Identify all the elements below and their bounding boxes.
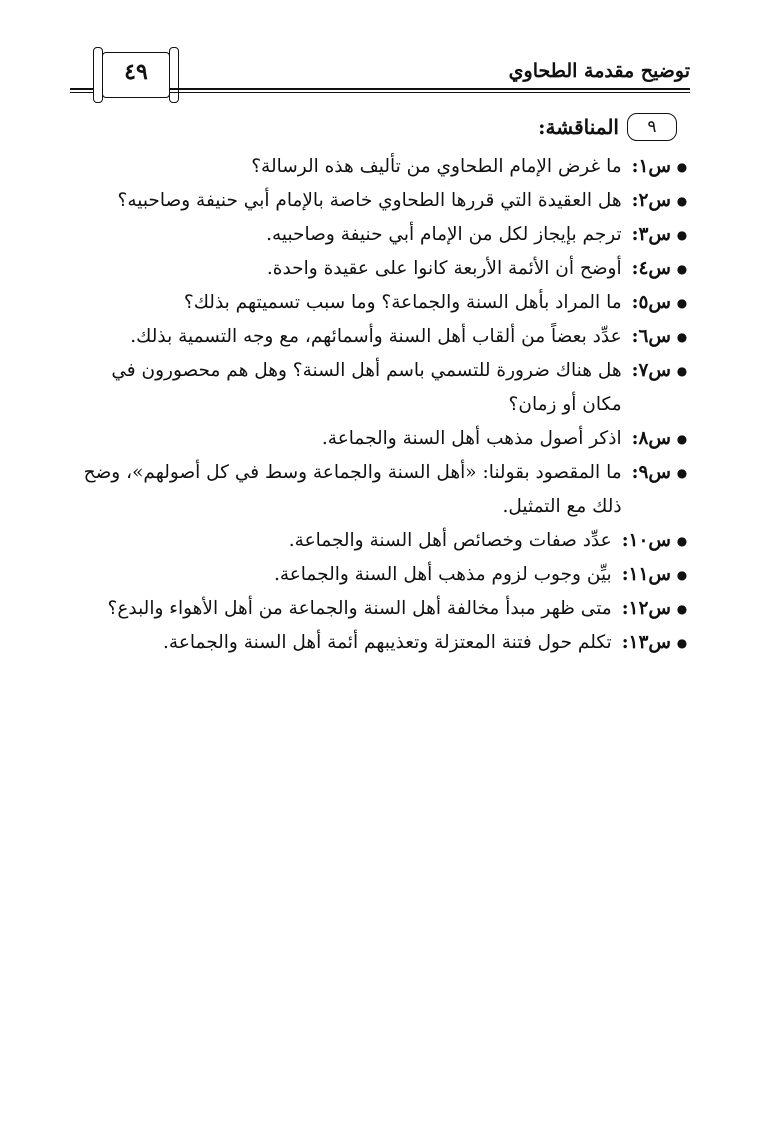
question-label: س٨: — [631, 428, 671, 449]
question-item — [71, 456, 691, 524]
page-number: ٤٩ — [124, 59, 148, 85]
question-text: عدِّد بعضاً من ألقاب أهل السنة وأسمائهم، مع وجه التسمية بذلك. — [130, 326, 622, 347]
bullet-icon: ● — [676, 160, 688, 174]
question-item — [71, 354, 691, 422]
question-label: س٧: — [631, 360, 671, 381]
bullet-icon: ● — [676, 194, 688, 208]
bullet-icon: ● — [676, 296, 688, 310]
question-label: س٣: — [631, 224, 671, 245]
question-label: س١٣: — [621, 632, 671, 653]
question-text: هل هناك ضرورة للتسمي باسم أهل السنة؟ وهل هم محصورون في مكان أو زمان؟ — [111, 360, 622, 415]
bullet-icon: ● — [676, 636, 688, 650]
page-number-frame — [102, 52, 170, 98]
question-item — [71, 592, 691, 626]
question-text: متى ظهر مبدأ مخالفة أهل السنة والجماعة من أهل الأهواء والبدع؟ — [107, 598, 612, 619]
question-label: س١١: — [621, 564, 671, 585]
bullet-icon: ● — [676, 466, 688, 480]
question-label: س٢: — [631, 190, 671, 211]
bullet-icon: ● — [676, 432, 688, 446]
question-item — [71, 524, 691, 558]
bullet-icon: ● — [676, 568, 688, 582]
section-heading — [538, 113, 677, 141]
bullet-icon: ● — [676, 534, 688, 548]
question-text: ما المراد بأهل السنة والجماعة؟ وما سبب تسميتهم بذلك؟ — [183, 292, 622, 313]
page-header — [70, 52, 690, 100]
section-title: المناقشة: — [538, 115, 619, 139]
bullet-icon: ● — [676, 262, 688, 276]
bullet-icon: ● — [676, 364, 688, 378]
question-text: تكلم حول فتنة المعتزلة وتعذيبهم أئمة أهل السنة والجماعة. — [163, 632, 612, 653]
question-item — [71, 626, 691, 660]
question-text: ما غرض الإمام الطحاوي من تأليف هذه الرسالة؟ — [251, 156, 622, 177]
question-item — [71, 252, 691, 286]
question-text: أوضح أن الأئمة الأربعة كانوا على عقيدة واحدة. — [266, 258, 622, 279]
section-number: ٩ — [627, 113, 677, 141]
running-title: توضيح مقدمة الطحاوي — [508, 60, 690, 82]
bullet-icon: ● — [676, 330, 688, 344]
bullet-icon: ● — [676, 602, 688, 616]
question-text: هل العقيدة التي قررها الطحاوي خاصة بالإمام أبي حنيفة وصاحبيه؟ — [117, 190, 622, 211]
questions-list — [71, 150, 691, 660]
question-text: ما المقصود بقولنا: «أهل السنة والجماعة وسط في كل أصولهم»، وضح ذلك مع التمثيل. — [83, 462, 622, 517]
question-label: س١: — [631, 156, 671, 177]
bullet-icon: ● — [676, 228, 688, 242]
question-label: س٦: — [631, 326, 671, 347]
question-text: بيِّن وجوب لزوم مذهب أهل السنة والجماعة. — [273, 564, 612, 585]
question-text: ترجم بإيجاز لكل من الإمام أبي حنيفة وصاحبيه. — [266, 224, 622, 245]
question-text: اذكر أصول مذهب أهل السنة والجماعة. — [321, 428, 622, 449]
question-label: س٤: — [631, 258, 671, 279]
question-label: س٩: — [631, 462, 671, 483]
question-text: عدِّد صفات وخصائص أهل السنة والجماعة. — [288, 530, 612, 551]
question-item — [71, 286, 691, 320]
question-item — [71, 558, 691, 592]
question-item — [71, 218, 691, 252]
question-item — [71, 184, 691, 218]
question-label: س٥: — [631, 292, 671, 313]
header-rule — [170, 88, 690, 93]
question-label: س١٠: — [621, 530, 671, 551]
question-item — [71, 422, 691, 456]
question-item — [71, 150, 691, 184]
question-item — [71, 320, 691, 354]
question-label: س١٢: — [621, 598, 671, 619]
